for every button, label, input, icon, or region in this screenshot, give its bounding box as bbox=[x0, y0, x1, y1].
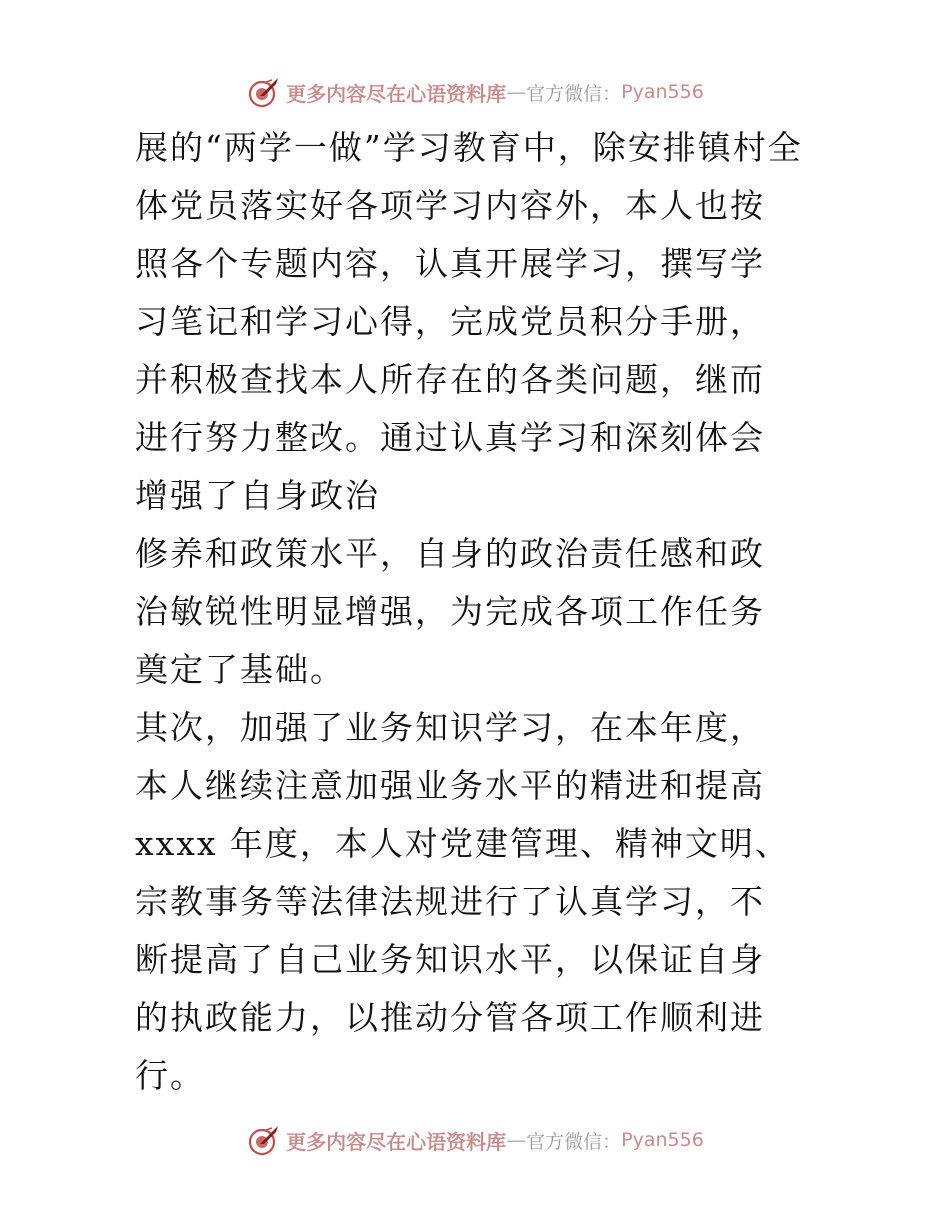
quill-logo-icon bbox=[246, 74, 282, 110]
text-line: 照各个专题内容，认真开展学习，撰写学 bbox=[135, 244, 765, 283]
text-line: 断提高了自己业务知识水平，以保证自身 bbox=[135, 940, 765, 979]
text-line: 其次，加强了业务知识学习，在本年度， bbox=[135, 708, 765, 747]
watermark-brand: 更多内容尽在心语资料库 bbox=[286, 81, 507, 106]
watermark-wechat-id: Pyan556 bbox=[621, 1129, 704, 1151]
watermark-dash: — bbox=[506, 1128, 527, 1152]
quill-logo-icon bbox=[246, 1122, 282, 1158]
footer-watermark bbox=[0, 1120, 950, 1160]
text-line: 宗教事务等法律法规进行了认真学习，不 bbox=[135, 882, 765, 921]
watermark-dash: — bbox=[506, 80, 527, 104]
text-line: 习笔记和学习心得，完成党员积分手册， bbox=[135, 302, 765, 341]
text-line: 本人继续注意加强业务水平的精进和提高 bbox=[135, 766, 765, 805]
text-line: xxxx 年度，本人对党建管理、精神文明、 bbox=[135, 824, 790, 863]
watermark-wechat-label: 官方微信： bbox=[526, 82, 622, 105]
text-line: 治敏锐性明显增强，为完成各项工作任务 bbox=[135, 592, 765, 631]
text-line: 体党员落实好各项学习内容外，本人也按 bbox=[135, 186, 765, 225]
text-line: 奠定了基础。 bbox=[135, 650, 345, 689]
header-watermark bbox=[0, 72, 950, 112]
text-line: 进行努力整改。通过认真学习和深刻体会 bbox=[135, 418, 765, 457]
text-line: 展的“两学一做”学习教育中，除安排镇村全 bbox=[135, 128, 803, 167]
watermark-wechat-label: 官方微信： bbox=[526, 1130, 622, 1153]
document-body bbox=[135, 124, 835, 1110]
watermark-wechat-id: Pyan556 bbox=[621, 81, 704, 103]
text-line: 修养和政策水平，自身的政治责任感和政 bbox=[135, 534, 765, 573]
text-line: 行。 bbox=[135, 1056, 205, 1095]
text-line: 增强了自身政治 bbox=[135, 476, 380, 515]
watermark-brand: 更多内容尽在心语资料库 bbox=[286, 1129, 507, 1154]
text-line: 并积极查找本人所存在的各类问题，继而 bbox=[135, 360, 765, 399]
text-line: 的执政能力，以推动分管各项工作顺利进 bbox=[135, 998, 765, 1037]
